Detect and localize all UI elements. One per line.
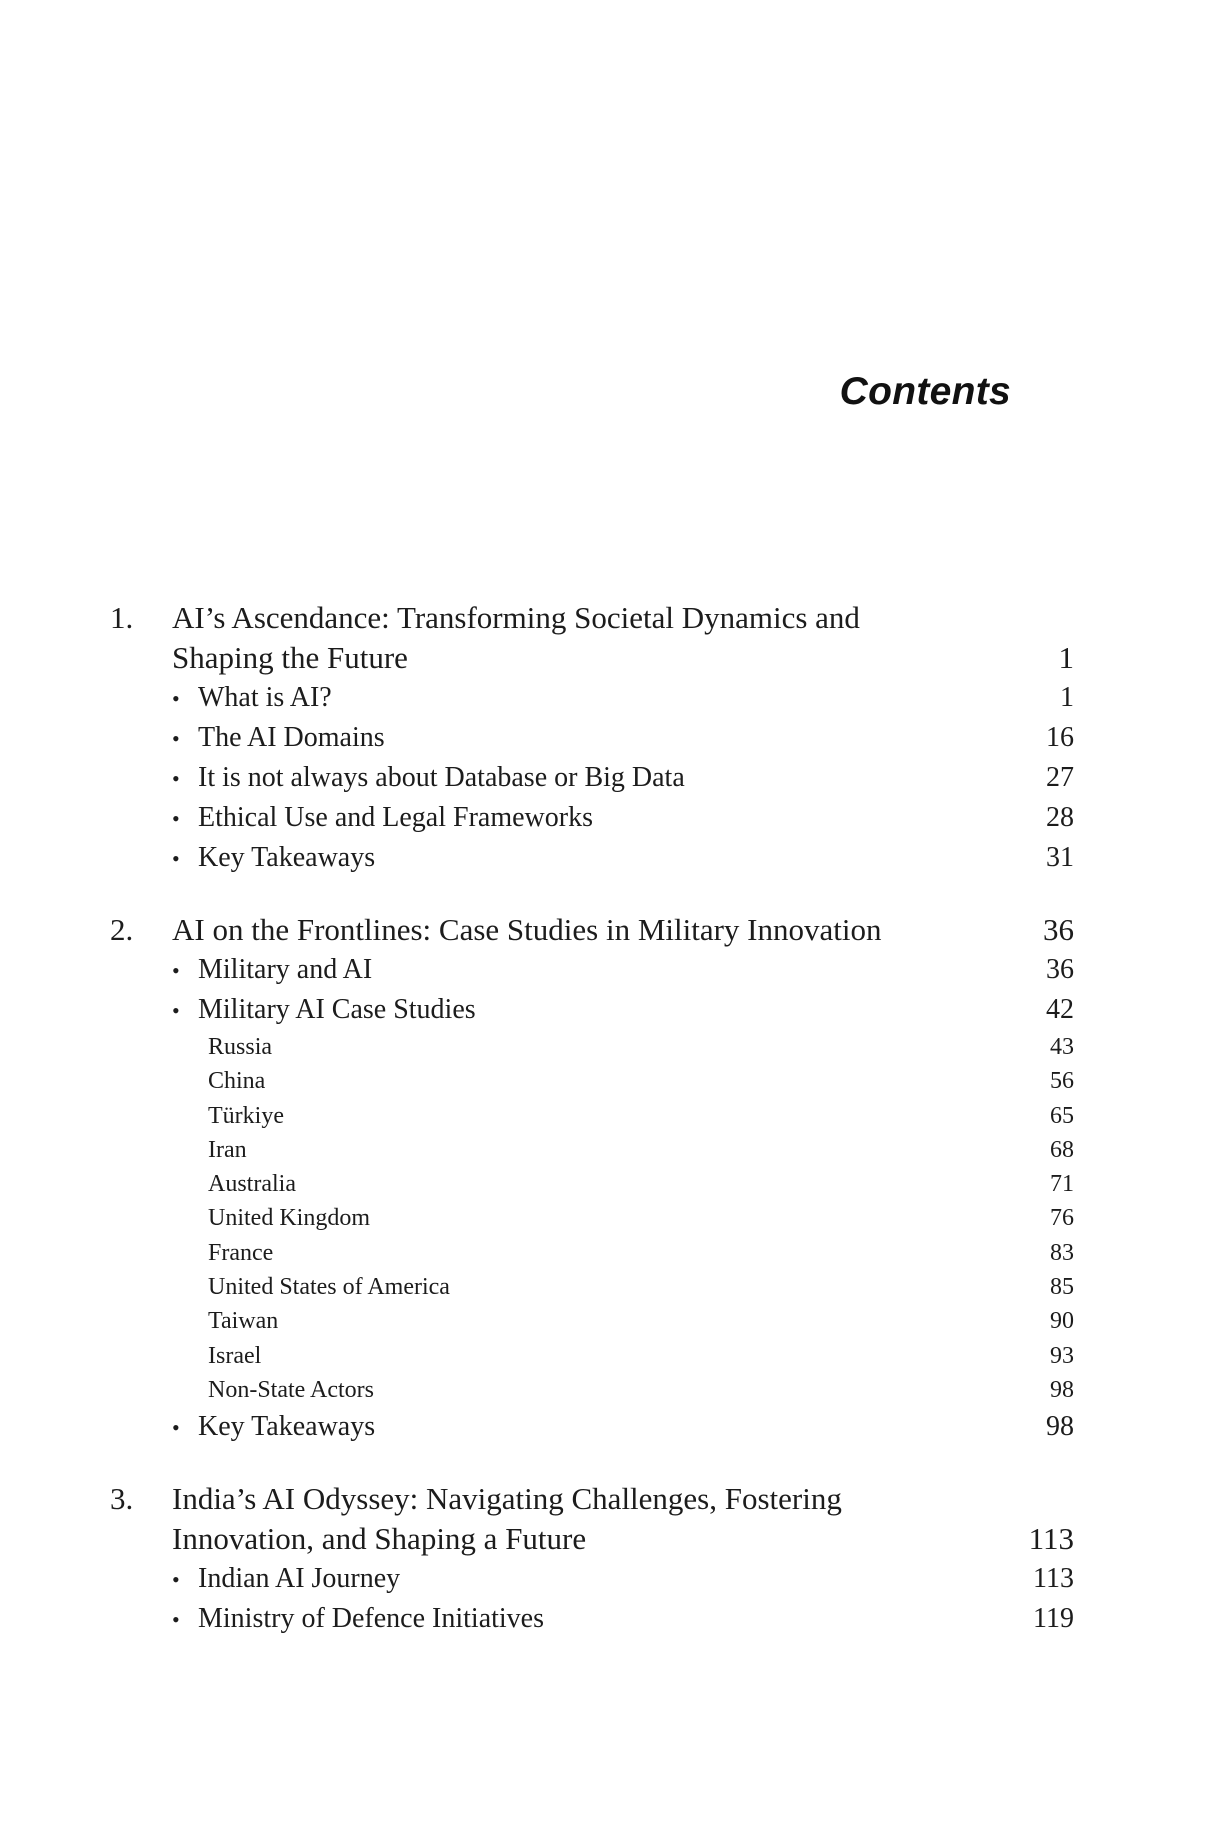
subsection-entry[interactable] [110, 1167, 1074, 1201]
page-number: 65 [1050, 1102, 1074, 1129]
page-number: 28 [1046, 802, 1074, 833]
subsection-entry[interactable] [110, 1133, 1074, 1167]
bullet-icon: • [172, 726, 180, 751]
page-number: 56 [1050, 1068, 1074, 1095]
subsection-title: Australia [208, 1171, 296, 1198]
section-entry[interactable] [110, 838, 1074, 878]
bullet-icon: • [172, 846, 180, 871]
chapter-number: 1. [110, 600, 134, 635]
subsection-entry[interactable] [110, 1201, 1074, 1235]
bullet-icon: • [172, 1567, 180, 1593]
page-number: 1 [1060, 682, 1074, 713]
page-number: 85 [1050, 1274, 1074, 1301]
subsection-entry[interactable] [110, 1304, 1074, 1338]
page-number: 31 [1046, 842, 1074, 873]
chapter-heading[interactable] [110, 1479, 1074, 1519]
bullet-icon: • [172, 1415, 180, 1441]
subsection-title: China [208, 1068, 266, 1095]
subsection-entry[interactable] [110, 1099, 1074, 1133]
bullet-icon: • [172, 806, 180, 831]
subsection-entry[interactable] [110, 1064, 1074, 1098]
section-title: Key Takeaways [198, 842, 376, 873]
page-number: 76 [1050, 1205, 1074, 1232]
page-number: 16 [1046, 722, 1074, 753]
page-number: 36 [1043, 912, 1074, 947]
section-entry[interactable] [110, 1599, 1074, 1639]
subsection-entry[interactable] [110, 1236, 1074, 1270]
bullet-icon: • [172, 958, 180, 983]
page-number: 93 [1050, 1342, 1074, 1369]
chapter-title: AI on the Frontlines: Case Studies in Military Innovation [172, 912, 882, 947]
section-title: Ministry of Defence Initiatives [198, 1603, 545, 1635]
subsection-title: France [208, 1239, 274, 1266]
section-entry[interactable] [110, 678, 1074, 718]
chapter-heading[interactable] [110, 910, 1074, 950]
section-title: Ethical Use and Legal Frameworks [198, 802, 593, 833]
subsection-title: Türkiye [208, 1102, 284, 1129]
page-number: 42 [1046, 994, 1074, 1025]
page-number: 83 [1050, 1239, 1074, 1266]
subsection-entry[interactable] [110, 1339, 1074, 1373]
chapter-title: India’s AI Odyssey: Navigating Challenges, Fostering [172, 1481, 842, 1517]
chapter-heading[interactable] [110, 598, 1074, 638]
section-title: It is not always about Database or Big Data [198, 762, 685, 793]
chapter-number: 2. [110, 912, 134, 947]
chapter-title-continued: Innovation, and Shaping a Future [172, 1521, 587, 1557]
section-title: Indian AI Journey [198, 1563, 401, 1595]
subsection-title: United States of America [208, 1274, 450, 1301]
page-number: 119 [1033, 1603, 1074, 1635]
chapter-3 [110, 1479, 1074, 1639]
subsection-title: Russia [208, 1034, 273, 1060]
chapter-title-continued: Shaping the Future [172, 640, 408, 675]
page-title: Contents [839, 370, 1011, 413]
bullet-icon: • [172, 1607, 180, 1633]
page-number: 71 [1050, 1171, 1074, 1198]
section-entry[interactable] [110, 1407, 1074, 1447]
page-number: 98 [1046, 1411, 1074, 1443]
chapter-number: 3. [110, 1481, 134, 1517]
chapter-heading-continued[interactable] [110, 638, 1074, 678]
page-number: 1 [1058, 640, 1074, 675]
section-entry[interactable] [110, 950, 1074, 990]
section-title: Military and AI [198, 954, 373, 985]
section-entry[interactable] [110, 718, 1074, 758]
section-title: Military AI Case Studies [198, 994, 476, 1025]
subsection-title: Iran [208, 1136, 247, 1163]
subsection-title: Israel [208, 1342, 262, 1369]
section-entry[interactable] [110, 798, 1074, 838]
bullet-icon: • [172, 766, 180, 791]
page-number: 43 [1050, 1034, 1074, 1060]
page-number: 68 [1050, 1136, 1074, 1163]
table-of-contents [110, 598, 1074, 1639]
section-entry[interactable] [110, 990, 1074, 1030]
page-number: 36 [1046, 954, 1074, 985]
page-number: 113 [1028, 1521, 1074, 1557]
page-number: 27 [1046, 762, 1074, 793]
page-number: 113 [1033, 1563, 1074, 1595]
subsection-title: Non-State Actors [208, 1376, 374, 1403]
bullet-icon: • [172, 998, 180, 1023]
subsection-entry[interactable] [110, 1373, 1074, 1407]
subsection-title: Taiwan [208, 1308, 279, 1335]
bullet-icon: • [172, 686, 180, 711]
section-entry[interactable] [110, 758, 1074, 798]
section-entry[interactable] [110, 1559, 1074, 1599]
subsection-entry[interactable] [110, 1030, 1074, 1064]
subsection-entry[interactable] [110, 1270, 1074, 1304]
page-number: 90 [1050, 1308, 1074, 1335]
chapter-1 [110, 598, 1074, 878]
page-number: 98 [1050, 1376, 1074, 1403]
chapter-heading-continued[interactable] [110, 1519, 1074, 1559]
section-title: What is AI? [198, 682, 332, 713]
subsection-title: United Kingdom [208, 1205, 370, 1232]
chapter-title: AI’s Ascendance: Transforming Societal Dynamics and [172, 600, 860, 635]
section-title: The AI Domains [198, 722, 385, 753]
section-title: Key Takeaways [198, 1411, 376, 1443]
chapter-2 [110, 910, 1074, 1447]
